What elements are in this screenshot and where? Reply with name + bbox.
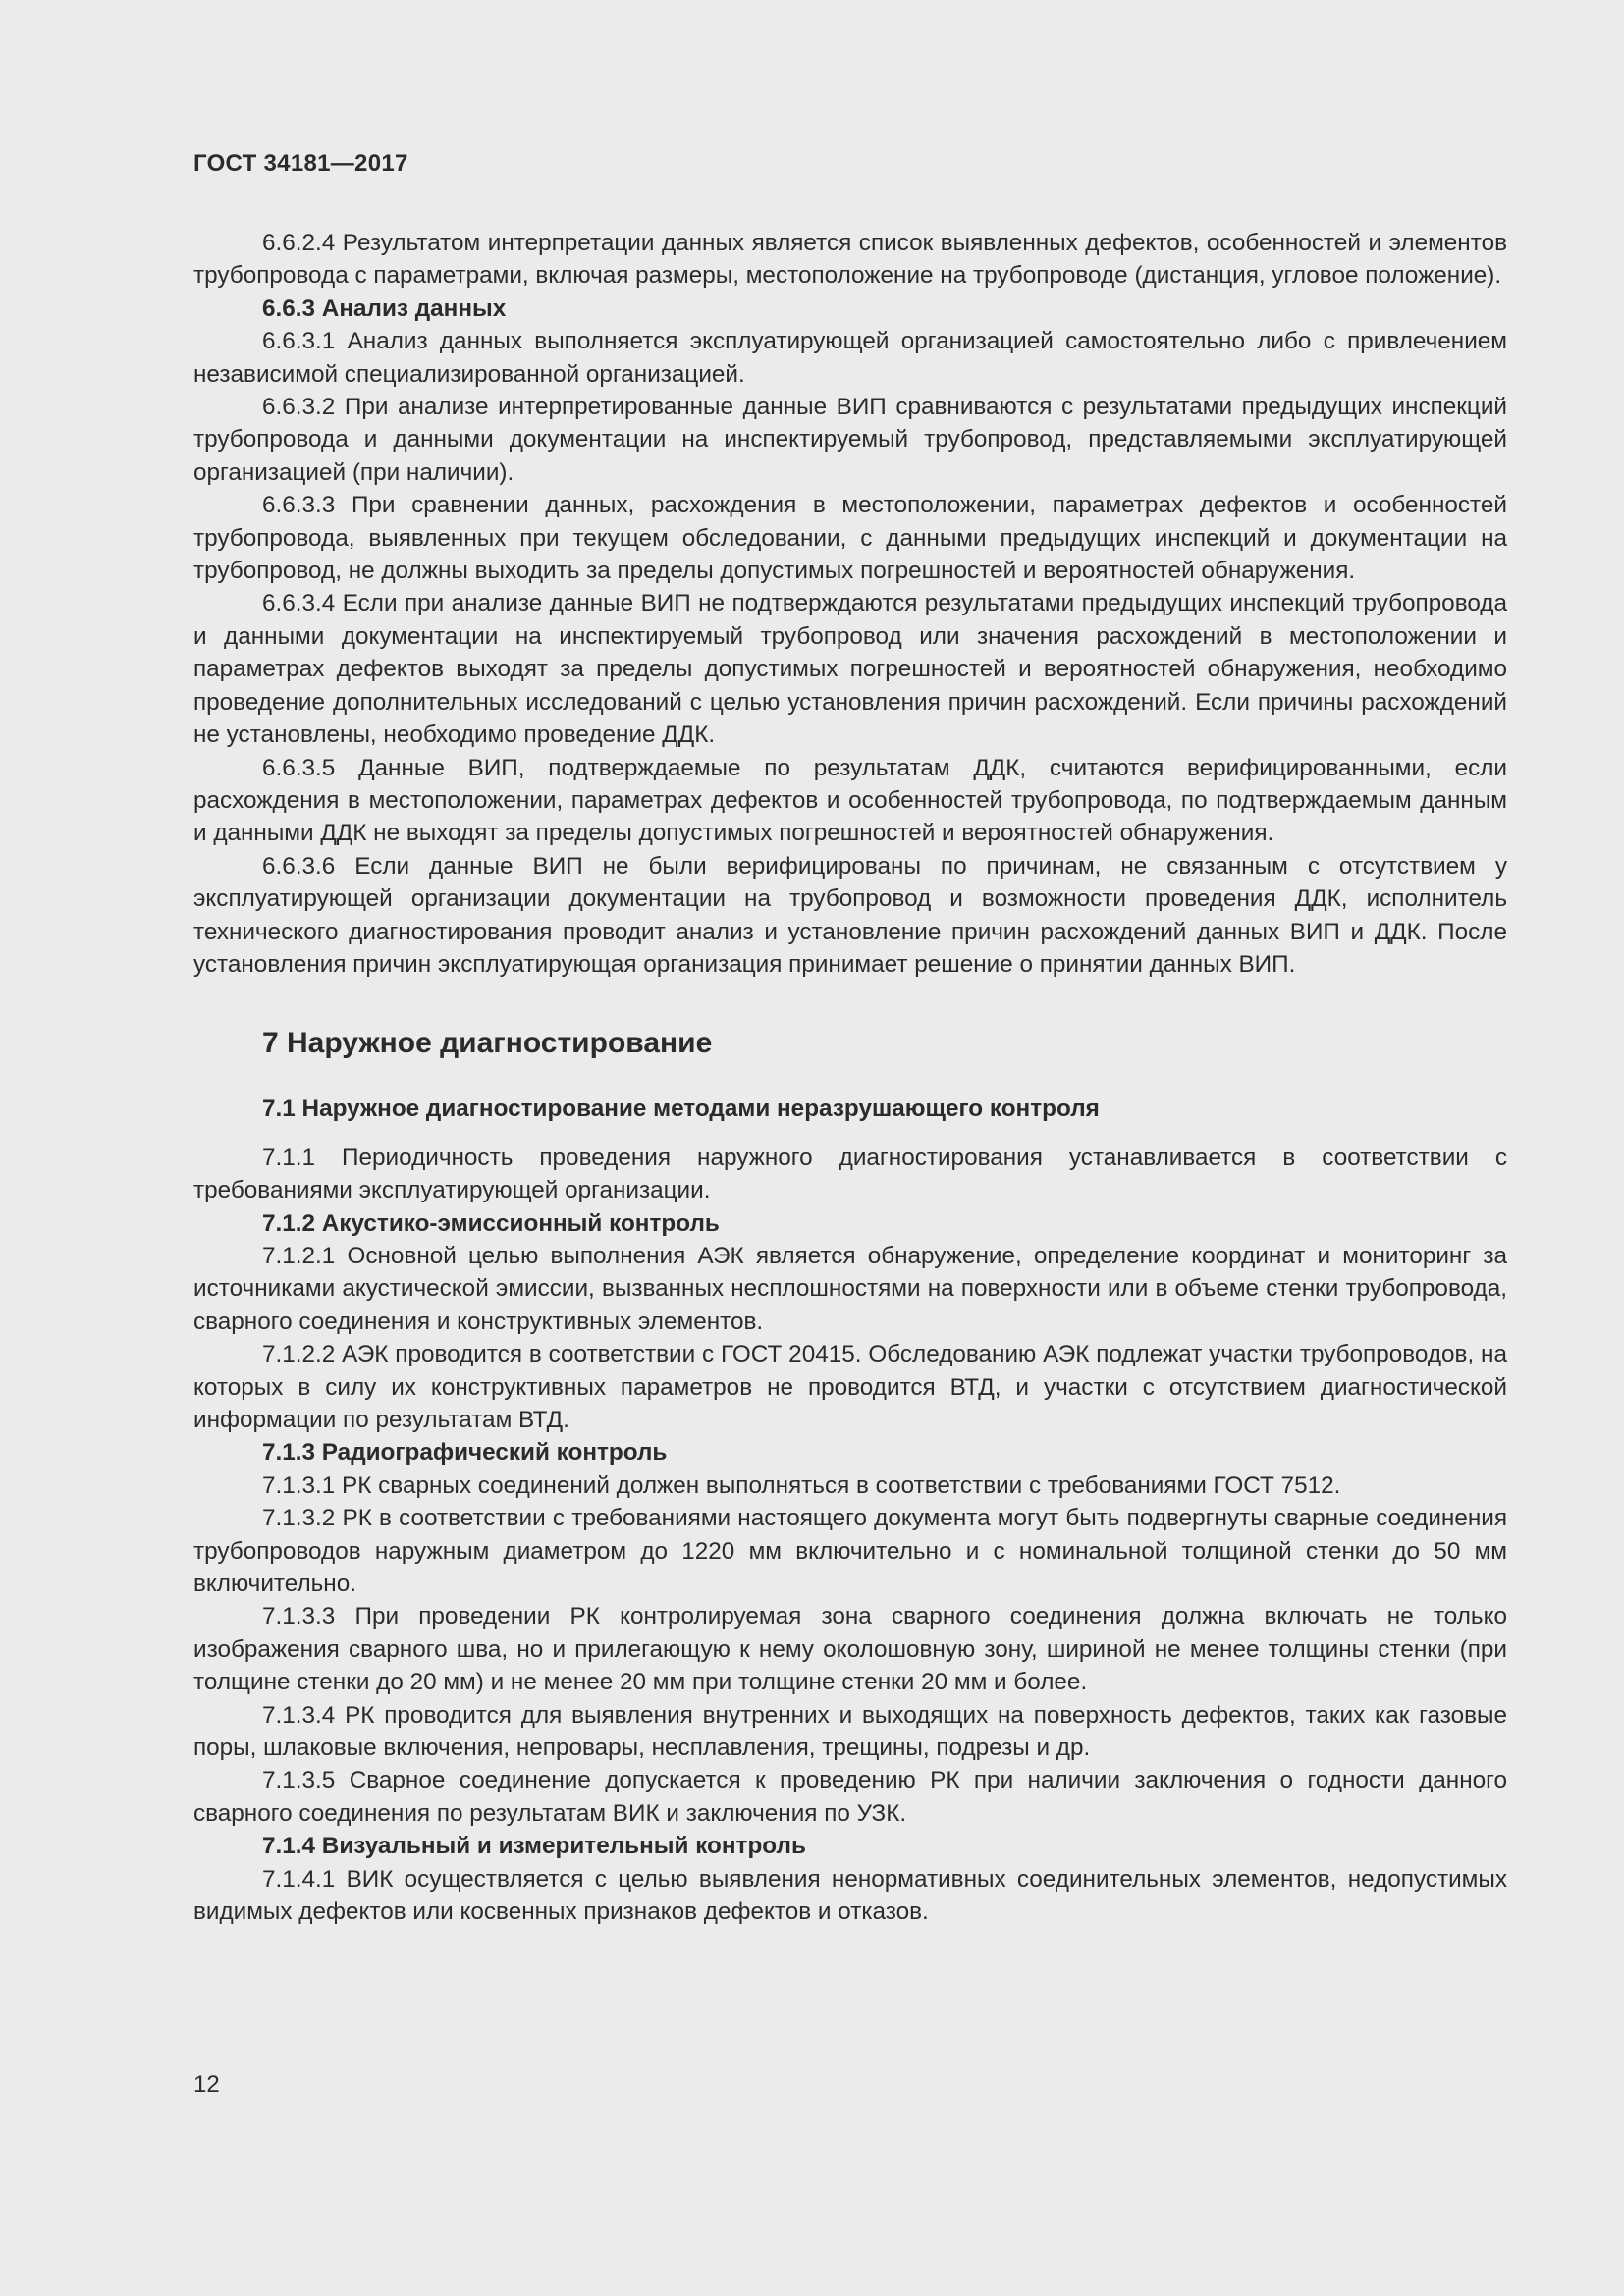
- paragraph-6-6-3-3: 6.6.3.3 При сравнении данных, расхождения в местоположении, параметрах дефектов и особенностей трубопровода, выявленных при текущем обследовании, с данными предыдущих инспекций и документации на трубопровод, не должны выходить за пределы допустимых погрешностей и вероятностей обнаружения.: [193, 492, 1507, 585]
- document-header: ГОСТ 34181—2017: [193, 150, 408, 177]
- page-number: 12: [193, 2071, 220, 2098]
- paragraph-7-1-3-3: 7.1.3.3 При проведении РК контролируемая зона сварного соединения должна включать не только изображения сварного шва, но и прилегающую к нему околошовную зону, шириной не менее толщины стенки (при толщине стенки до 20 мм) и не менее 20 мм при толщине стенки 20 мм и более.: [193, 1603, 1507, 1696]
- paragraph-6-6-3-1: 6.6.3.1 Анализ данных выполняется эксплуатирующей организацией самостоятельно либо с привлечением независимой специализированной организацией.: [193, 328, 1507, 388]
- heading-7-1-4: 7.1.4 Визуальный и измерительный контроль: [262, 1833, 806, 1860]
- section-7-title: 7 Наружное диагностирование: [262, 1027, 713, 1060]
- section-7-1-title: 7.1 Наружное диагностирование методами неразрушающего контроля: [262, 1095, 1100, 1123]
- paragraph-7-1-3-5: 7.1.3.5 Сварное соединение допускается к проведению РК при наличии заключения о годности данного сварного соединения по результатам ВИК и заключения по УЗК.: [193, 1767, 1507, 1827]
- page-content: [193, 227, 1507, 1929]
- heading-7-1-3: 7.1.3 Радиографический контроль: [262, 1439, 668, 1467]
- paragraph-7-1-4-1: 7.1.4.1 ВИК осуществляется с целью выявления ненормативных соединительных элементов, недопустимых видимых дефектов или косвенных признаков дефектов и отказов.: [193, 1865, 1507, 1926]
- paragraph-7-1-3-4: 7.1.3.4 РК проводится для выявления внутренних и выходящих на поверхность дефектов, таких как газовые поры, шлаковые включения, непровары, несплавления, трещины, подрезы и др.: [193, 1701, 1507, 1762]
- paragraph-7-1-3-2: 7.1.3.2 РК в соответствии с требованиями настоящего документа могут быть подвергнуты сварные соединения трубопроводов наружным диаметром до 1220 мм включительно и с номинальной толщиной стенки до 50 мм включительно.: [193, 1505, 1507, 1598]
- heading-7-1-2: 7.1.2 Акустико-эмиссионный контроль: [262, 1209, 720, 1237]
- paragraph-7-1-2-2: 7.1.2.2 АЭК проводится в соответствии с ГОСТ 20415. Обследованию АЭК подлежат участки трубопроводов, на которых в силу их конструктивных параметров не проводится ВТД, и участки с отсутствием диагностической информации по результатам ВТД.: [193, 1341, 1507, 1433]
- paragraph-6-6-2-4: 6.6.2.4 Результатом интерпретации данных является список выявленных дефектов, особенностей и элементов трубопровода с параметрами, включая размеры, местоположение на трубопроводе (дистанция, угловое положение).: [193, 230, 1507, 290]
- paragraph-6-6-3-4: 6.6.3.4 Если при анализе данные ВИП не подтверждаются результатами предыдущих инспекций трубопровода и данными документации на инспектируемый трубопровод или значения расхождений в местоположении и параметрах дефектов выходят за пределы допустимых погрешностей и вероятностей обнаружения, необходимо проведение дополнительных исследований с целью установления причин расхождений. Если причины расхождений не установлены, необходимо проведение ДДК.: [193, 590, 1507, 749]
- paragraph-7-1-3-1: 7.1.3.1 РК сварных соединений должен выполняться в соответствии с требованиями ГОСТ 7512.: [262, 1471, 1341, 1499]
- paragraph-6-6-3-6: 6.6.3.6 Если данные ВИП не были верифицированы по причинам, не связанным с отсутствием у эксплуатирующей организации документации на трубопровод и возможности проведения ДДК, исполнитель технического диагностирования проводит анализ и установление причин расхождений данных ВИП и ДДК. После установления причин эксплуатирующая организация принимает решение о принятии данных ВИП.: [193, 852, 1507, 978]
- paragraph-6-6-3-5: 6.6.3.5 Данные ВИП, подтверждаемые по результатам ДДК, считаются верифицированными, если расхождения в местоположении, параметрах дефектов и особенностей трубопровода, по подтверждаемым данным и данными ДДК не выходят за пределы допустимых погрешностей и вероятностей обнаружения.: [193, 754, 1507, 847]
- paragraph-7-1-2-1: 7.1.2.1 Основной целью выполнения АЭК является обнаружение, определение координат и мониторинг за источниками акустической эмиссии, вызванных несплошностями на поверхности или в объеме стенки трубопровода, сварного соединения и конструктивных элементов.: [193, 1242, 1507, 1335]
- paragraph-7-1-1: 7.1.1 Периодичность проведения наружного диагностирования устанавливается в соответствии с требованиями эксплуатирующей организации.: [193, 1144, 1507, 1204]
- paragraph-6-6-3-2: 6.6.3.2 При анализе интерпретированные данные ВИП сравниваются с результатами предыдущих инспекций трубопровода и данными документации на инспектируемый трубопровод, представляемыми эксплуатирующей организацией (при наличии).: [193, 394, 1507, 486]
- heading-6-6-3: 6.6.3 Анализ данных: [262, 294, 507, 322]
